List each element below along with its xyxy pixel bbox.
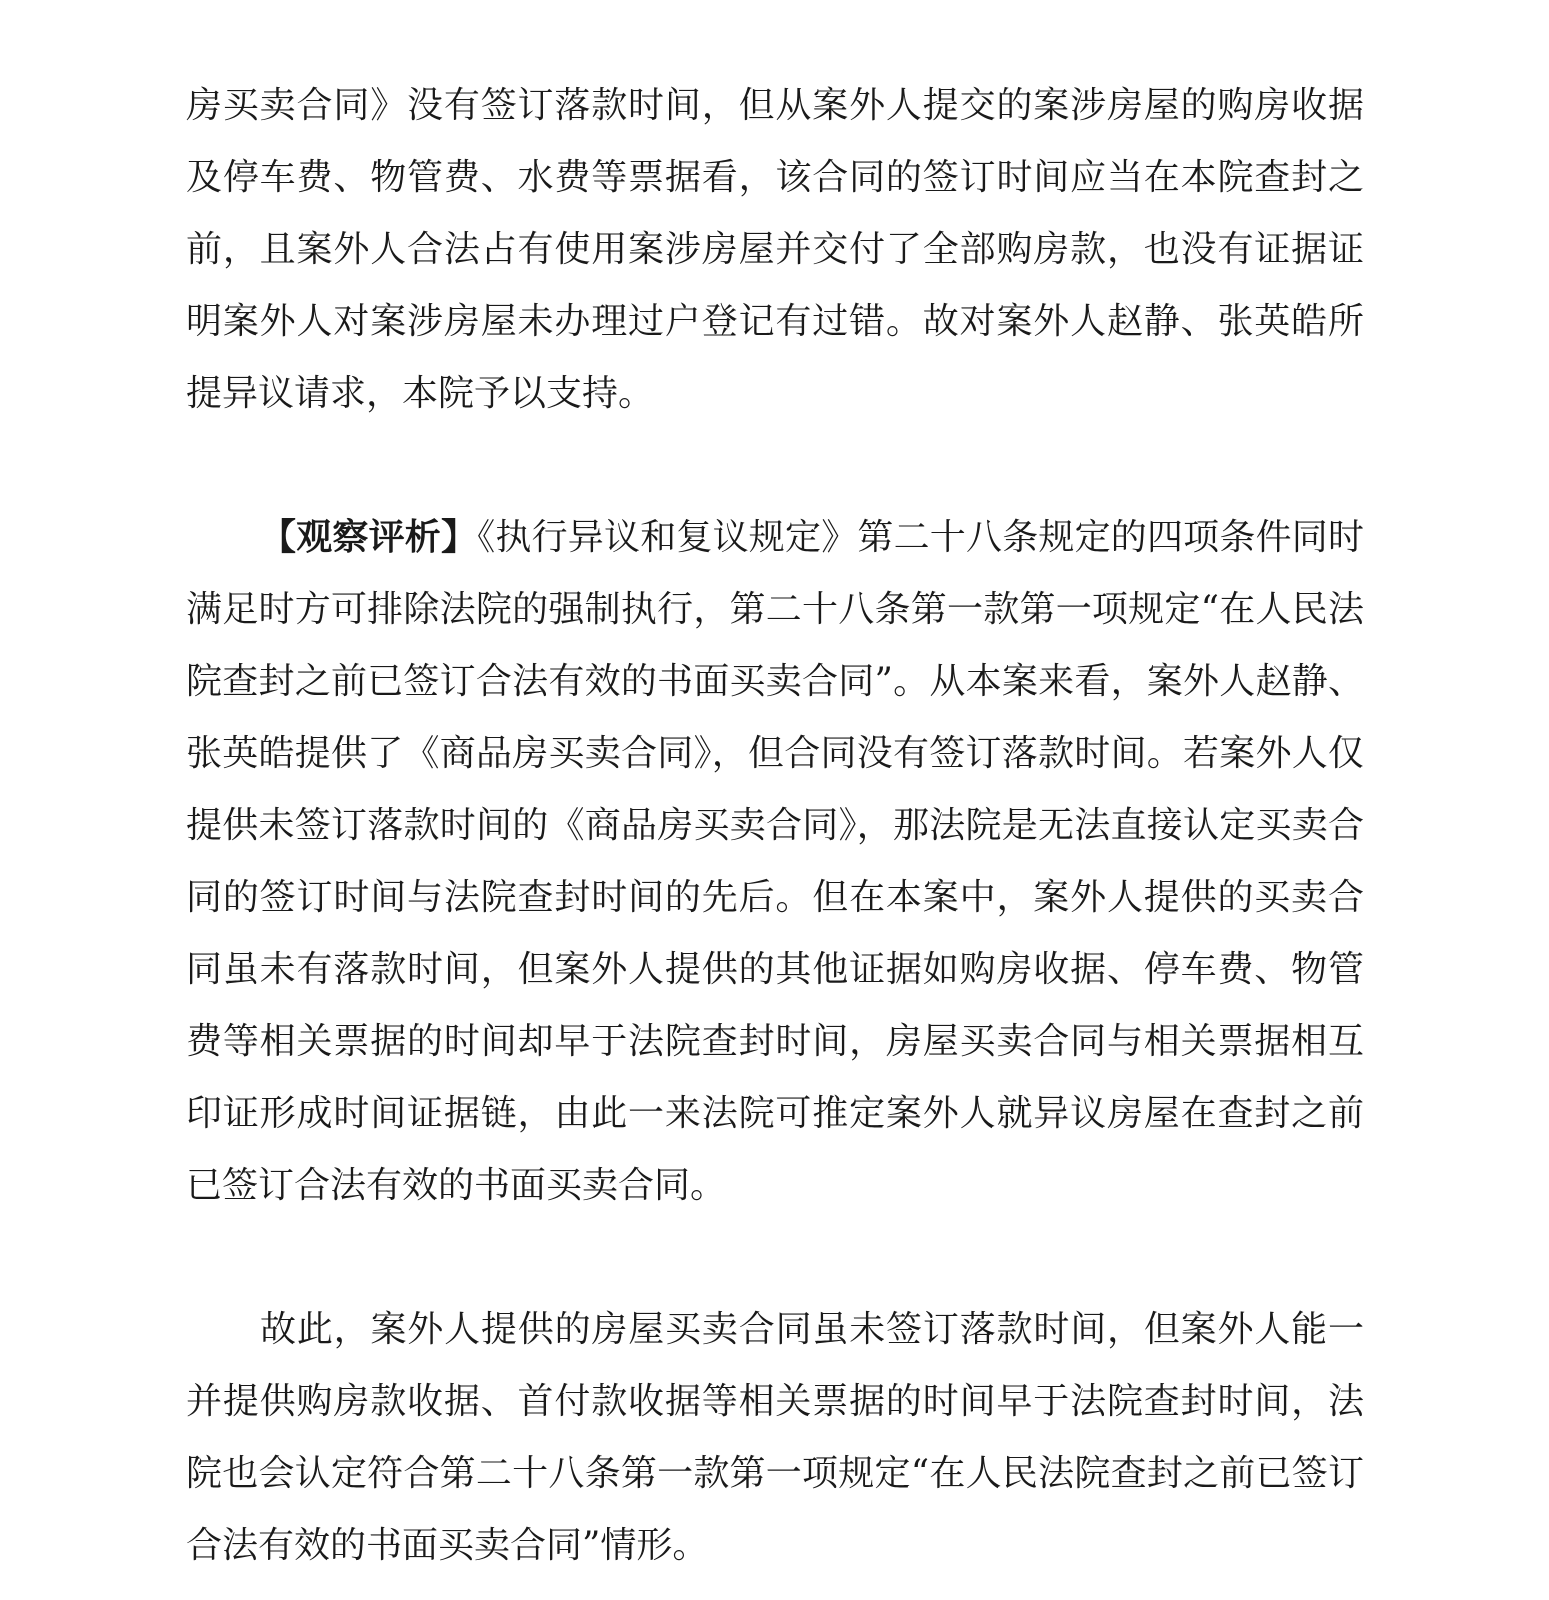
paragraph-analysis	[186, 502, 1364, 1222]
paragraph-text: 房买卖合同》没有签订落款时间，但从案外人提交的案涉房屋的购房收据及停车费、物管费、水费等票据看，该合同的签订时间应当在本院查封之前，且案外人合法占有使用案涉房屋并交付了全部购房款，也没有证据证明案外人对案涉房屋未办理过户登记有过错。故对案外人赵静、张英皓所提异议请求，本院予以支持。	[186, 85, 1364, 414]
paragraph-gap	[186, 430, 1364, 502]
section-heading: 【观察评析】	[260, 517, 478, 558]
paragraph-conclusion	[186, 1294, 1364, 1582]
paragraph-continuation	[186, 70, 1364, 430]
paragraph-text: 《执行异议和复议规定》第二十八条规定的四项条件同时满足时方可排除法院的强制执行，第二十八条第一款第一项规定“在人民法院查封之前已签订合法有效的书面买卖合同”。从本案来看，案外人赵静、张英皓提供了《商品房买卖合同》，但合同没有签订落款时间。若案外人仅提供未签订落款时间的《商品房买卖合同》，那法院是无法直接认定买卖合同的签订时间与法院查封时间的先后。但在本案中，案外人提供的买卖合同虽未有落款时间，但案外人提供的其他证据如购房收据、停车费、物管费等相关票据的时间却早于法院查封时间，房屋买卖合同与相关票据相互印证形成时间证据链，由此一来法院可推定案外人就异议房屋在查封之前已签订合法有效的书面买卖合同。	[186, 517, 1364, 1206]
paragraph-gap	[186, 1222, 1364, 1294]
paragraph-text: 故此，案外人提供的房屋买卖合同虽未签订落款时间，但案外人能一并提供购房款收据、首付款收据等相关票据的时间早于法院查封时间，法院也会认定符合第二十八条第一款第一项规定“在人民法院查封之前已签订合法有效的书面买卖合同”情形。	[186, 1309, 1364, 1566]
document-page	[186, 70, 1364, 1582]
